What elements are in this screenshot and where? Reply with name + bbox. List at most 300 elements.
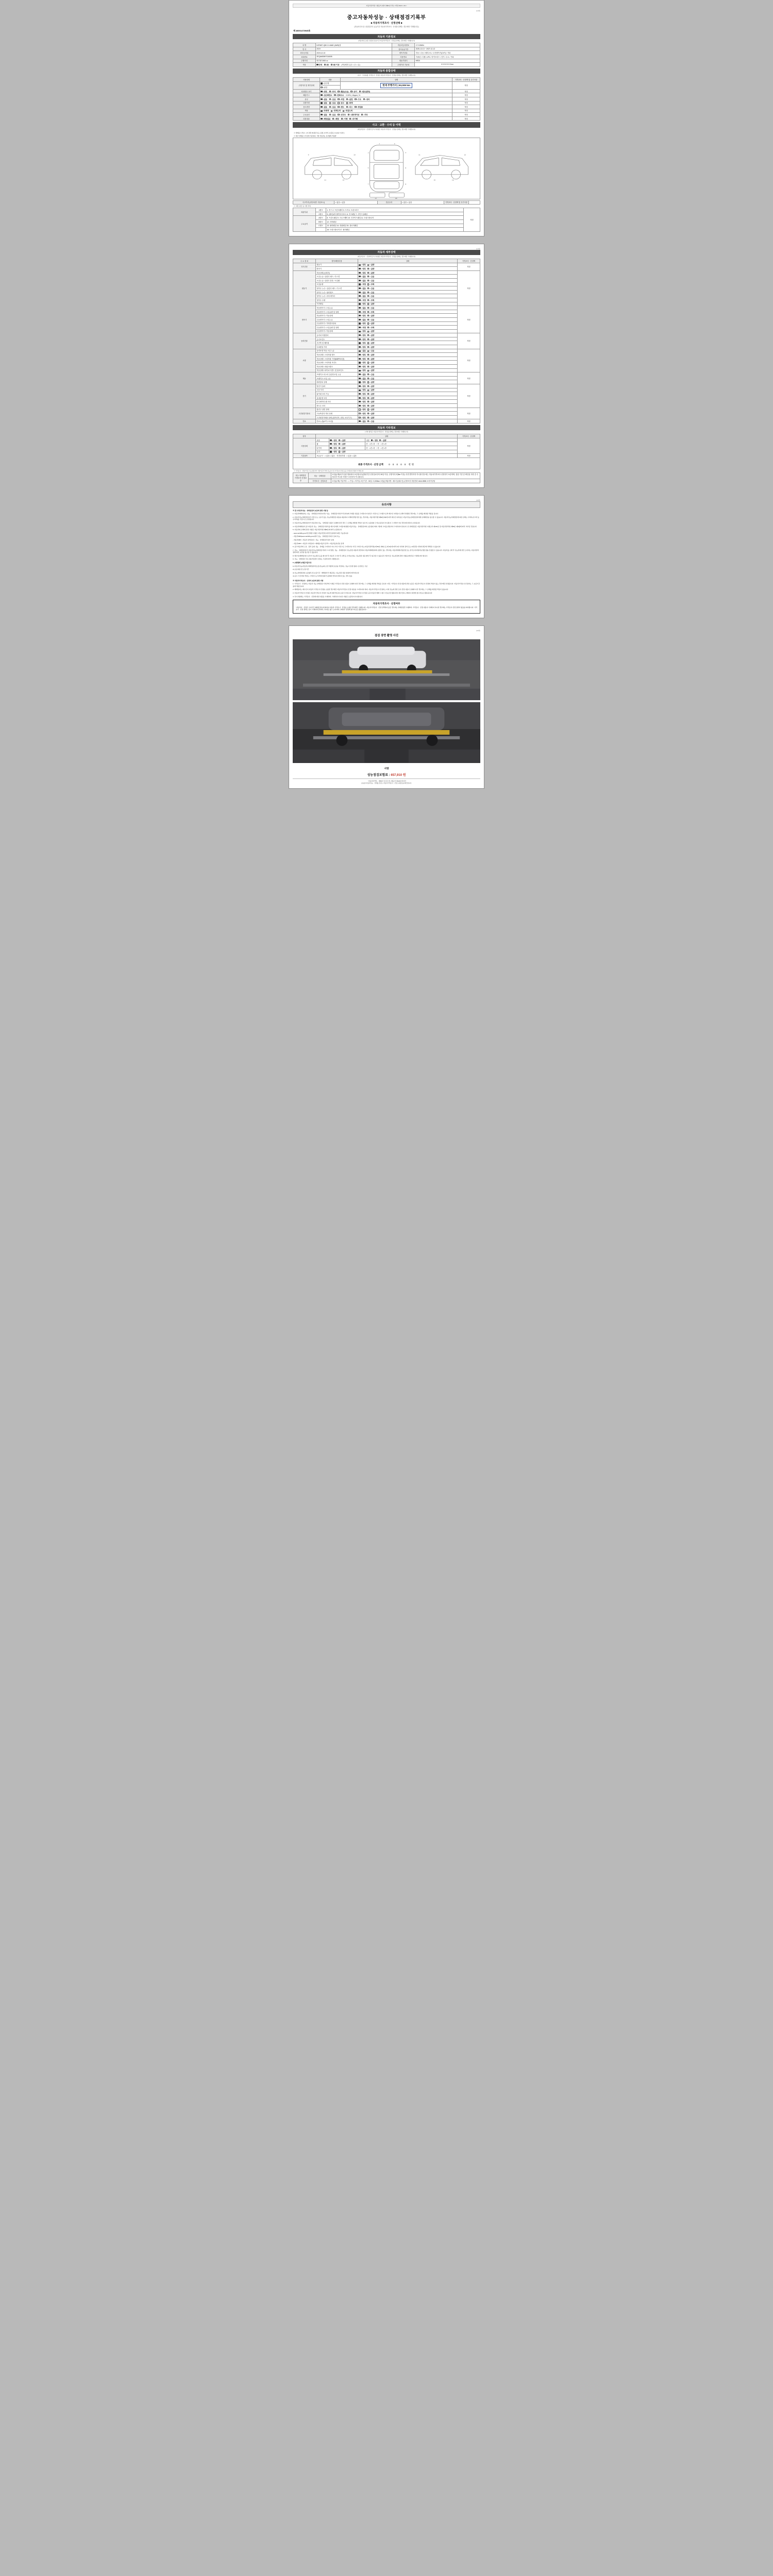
accident-legend-1: ※ 상태표시 부호 : ( X:교환, W:판금 또는 용접, C:부식, A:흠집, U:요철, T:손상 ) (294, 131, 345, 134)
label-vin: 차대번호 (293, 55, 316, 59)
row-tuning-note: 적정 (452, 97, 480, 101)
row-mileage-opt1[interactable]: □변경 (320, 86, 341, 90)
table-row (293, 361, 480, 365)
row-vin-opts[interactable]: □양호 □부식 □훼손(오손) □상이 □변조(변타) (320, 89, 452, 93)
notice-item: 5. 자동차의 손해에 관한 사항은 자동차관리법 제58조에 따라 보증합니다. (293, 529, 342, 531)
row-special-label: 특별이력 (293, 101, 320, 105)
detail-part: 시동 모터 (316, 388, 358, 392)
detail-status[interactable]: □ 양호 □ 불량 (358, 333, 458, 337)
row-recall-note: 적정 (452, 116, 480, 121)
accident-price-label: 가격조사 · 산정액 및 특기사항 (444, 200, 469, 205)
notice-item: 6. 중고자동차의 구조 · 장치 등의 성능 · 상태를 고지하지 아니 거나 거짓으로 고지하거나 거짓 고지한 자는 [자동차관리법] 제 80조 제6호 등 제 8호에 따라 2년 이하의 징역 또는 2천만원 이하의 벌금에 처해질 수 있습니다. (293, 546, 441, 548)
value-fuel: 가솔린 / 디젤 / LPG / 하이브리드 / 전기 / 수소 / 기타 (415, 55, 480, 59)
group-self-diagnosis: 자기진단 (293, 263, 316, 270)
group-transmission: 변속기 (293, 306, 316, 333)
row-paint-opts[interactable]: □무채색 □전체도색 □부분도색 (320, 109, 452, 113)
etc-item-interior[interactable]: 내장 □ 양호 □ 불량 (365, 438, 458, 442)
detail-part: 수동변속기 / 작동상태 (316, 329, 358, 333)
accident-history-value[interactable]: □ 없음 □ 있음 (334, 200, 378, 205)
detail-status[interactable]: □ 양호 □ 불량 (358, 314, 458, 318)
detail-status[interactable]: □ 양호 □ 불량 (358, 302, 458, 306)
group-fuel: 연료 (293, 419, 316, 423)
detail-status[interactable]: □ 적정 □ 부족 (358, 298, 458, 302)
detail-status[interactable]: □ 없음 □ 있음 (358, 290, 458, 294)
svg-text:1: 1 (379, 142, 380, 145)
detail-part: 오일유량 (316, 282, 358, 286)
detail-status[interactable]: □ 양호 □ 불량 (358, 380, 458, 384)
group-high-voltage: 고전원전기장치 (293, 408, 316, 419)
label-first-reg: 최초등록일 (293, 51, 316, 55)
row-mileage-label: 주행거리 및 계기상태 (293, 81, 320, 89)
parts-price-note: 적정 (464, 208, 480, 232)
svg-text:16: 16 (451, 179, 454, 181)
label-plate: 자동차등록번호 (392, 43, 415, 47)
table-row (293, 368, 480, 372)
sheet-1 (289, 0, 484, 236)
table-row (293, 228, 480, 232)
guarantee-row-1-value: 보험(공제) 가입여부 : □ 가입 □ 미가입 보증기간 : 30일 / 2,000km 보험(공제)사명 : 매도인(매수인) 분쟁조정 상담전화 1644-5555 소비자상담 (331, 479, 480, 483)
detail-status[interactable]: □ 없음 □ 있음 (358, 376, 458, 380)
table-row (293, 109, 480, 113)
row-emission-note: 적정 (452, 93, 480, 97)
table-row (293, 282, 480, 286)
svg-text:3: 3 (367, 151, 369, 154)
svg-text:12: 12 (464, 154, 466, 156)
svg-text:4: 4 (405, 151, 407, 154)
detail-status[interactable]: □ 없음 □ 있음 (358, 286, 458, 291)
notice-item: - 자동차365(www.car365.go.kr)에서 성능 · 상태점검기록부 조회 가능 (293, 535, 340, 538)
detail-status[interactable]: □ 적정 □ 부족 (358, 282, 458, 286)
inspection-photo-1 (293, 639, 480, 700)
declaration-body: "자동차사 · 산정은 교지기간 제대할 필요에 의하여 자동차 가격조사 · 산정을 요청한 경우에만 기재합니다. 자동차가격조사 · 산정 선택하지 않은 경우에는 상태점검만 수행되며, 가격조사 · 산정 내용이 기재되지 아니한 경우에는 가격조사·산정 결과가 없음을 의미합니다. 가격조사 · 산정 결과는 감가 기재되며 관여의 구속력은 없고 소비자의 구매여부 결정에 참고자료로 활용됩니다." (296, 606, 477, 611)
detail-price: 적정 (458, 263, 480, 270)
signature-row: 서명 (384, 767, 389, 770)
notice-item: 2. 자동차성능상태점검자가 거짓 또는 오류가 있는 성능상태점검 내용을 제공하여 이해에 발생기한 있는 경우에는 자동차관리법 제58조의4에 따라 매수인 여러분은 자동차성능상태점검자에게 손해배상을 청구할 수 있습니다. 자동차성능상태점검에 의한 손해는 수리비(사고차 등 수리비)를 기준으로 보상됩니다. (293, 516, 480, 521)
bottom-note (293, 778, 480, 784)
car-damage-diagram (293, 138, 480, 199)
inspection-photo-2 (293, 702, 480, 763)
table-row (293, 337, 480, 341)
table-row (293, 290, 480, 294)
value-car-name: INFINITI Q50 2.0 AWD (4WD)형 (316, 43, 392, 47)
row-special-opts[interactable]: □없음 □있음 □침수 □화재 (320, 101, 452, 105)
fee-value: 657,910 원 (391, 773, 406, 777)
parts-items-2: 5. (쿼터)라디에이터서포트 6. 루프패널 7. 사이드실패널 (326, 212, 464, 216)
detail-price: 적정 (458, 270, 480, 306)
detail-part: 작동상태 / 타이로드엔드 및 볼조인트 (316, 368, 358, 372)
detail-part: 작동상태 / 스티어링 기어(MDPS포함) (316, 357, 358, 361)
etc-tire-position[interactable]: 전 □전 □후 / 후 □전 □후 (365, 446, 458, 450)
detail-part: 자동변속기 / 오일유량 및 상태 (316, 310, 358, 314)
detail-part: 연료누출(LP가스포함) (316, 419, 358, 423)
final-price-label: 최종 가격조사 · 산정 금액 (358, 463, 383, 466)
bottom-note-1: 「자동차관리법」 제58조 및 같은 법 시행규칙 제120조에 따라 (367, 779, 406, 782)
page-mark-4: (4/4면) (476, 630, 480, 632)
detail-status[interactable]: □ 양호 □ 불량 (358, 388, 458, 392)
photo-1-svg (293, 639, 480, 700)
parts-rank-2: 2랭크 (316, 212, 326, 216)
emission-values: 0.02% | 16ppm | % (346, 94, 361, 97)
label-car-name: 차 명 (293, 43, 316, 47)
table-row (293, 317, 480, 321)
table-row (293, 275, 480, 279)
table-header-row (293, 259, 480, 263)
row-options-note: 적정 (452, 113, 480, 117)
detail-status[interactable]: □ 없음 □ 있음 (358, 372, 458, 377)
parts-items-1: 1. 후드 2. 프론트휀더 3. 도어 4. 트렁크리드 (326, 208, 464, 212)
etc-status-wheel[interactable]: □ 양호 □ 불량 (329, 442, 365, 446)
detail-status[interactable]: □ 적정 □ 부족 (358, 326, 458, 330)
row-paint-note: 적정 (452, 109, 480, 113)
notice-head-1: ※ 중고자동차성능 · 상태점검의 보증에 관한 사항 등 (293, 509, 328, 512)
table-row (293, 349, 480, 353)
etc-item-tire: 타이어 (316, 446, 329, 450)
row-mileage-opt0[interactable]: □실주행 (320, 81, 341, 86)
parts-title: ※ 교환, 판금 등 이상 부위 (294, 205, 311, 208)
detail-part: 추진축 및 베어링 (316, 341, 358, 345)
detail-part: 냉각수 누수 / 라디에이터 (316, 294, 358, 298)
table-row (293, 113, 480, 117)
overall-state-table (293, 77, 480, 121)
color-opt-1[interactable]: 2톤 (324, 64, 329, 66)
col-status: 상태 (358, 259, 458, 263)
row-special-note: 적정 (452, 101, 480, 105)
sheet-3 (289, 495, 484, 618)
detail-status[interactable]: □ 양호 □ 불량 (358, 408, 458, 412)
col-etc-status: 상태 (316, 434, 458, 438)
detail-status[interactable]: □ 양호 □ 불량 (358, 361, 458, 365)
detail-status[interactable]: □ 양호 □ 불량 (358, 267, 458, 271)
doc-header (293, 13, 480, 28)
table-row (293, 220, 480, 224)
document-page (0, 0, 773, 811)
detail-status[interactable]: □ 양호 □ 불량 (358, 341, 458, 345)
section-basic-bar: 자동차 기본정보 (293, 34, 480, 39)
table-row (293, 446, 480, 450)
table-row (293, 341, 480, 345)
table-row (293, 51, 480, 55)
detail-status[interactable]: □ 없음 □ 있음 (358, 294, 458, 298)
simple-repair-label: 단순수리 (377, 200, 401, 205)
doc-subtitle: ■ 자동차가격조사 · 산정선택 ■ (371, 22, 402, 24)
section-overall-bar: 자동차 종합상태 (293, 69, 480, 74)
detail-part: 와이퍼 모터 기능 (316, 392, 358, 396)
svg-text:5: 5 (367, 166, 369, 169)
svg-text:2: 2 (394, 142, 395, 145)
parts-rank-5: C랭크 (316, 224, 326, 228)
svg-text:13: 13 (324, 179, 326, 181)
detail-part: 수동변속기 / 오일유량 및 상태 (316, 326, 358, 330)
label-year: 연 식 (293, 47, 316, 51)
col-price: 가격조사 · 산정액 (458, 259, 480, 263)
table-row (293, 63, 480, 67)
parts-rank-6 (316, 228, 326, 232)
fee-label: 성능점검보험료 : (367, 773, 390, 777)
row-options-label: 주요옵션 (293, 113, 320, 117)
row-vin-label: 차대번호 표기 (293, 89, 320, 93)
svg-text:10: 10 (354, 154, 356, 156)
detail-status[interactable]: □ 양호 □ 불량 (358, 321, 458, 326)
table-row (293, 329, 480, 333)
parts-cat-frame: 주요골격 (293, 216, 316, 231)
table-row (293, 372, 480, 377)
detail-part: 작동상태 / 스티어링 조인트 (316, 361, 358, 365)
value-vin: 3FQAM00KF134005 (316, 55, 392, 59)
notice-sub-item: 4) 공수 기간자의 책임도 / 부정이 등 특약의 범위가 불명확 경우의 한하여 있는 경우 있음 (293, 575, 352, 578)
detail-status[interactable]: □ 양호 □ 불량 (358, 392, 458, 396)
detail-part: 자동변속기 / 오일누유 (316, 306, 358, 310)
photo-section-title: 점검 장면 촬영 사진 (374, 634, 399, 637)
detail-part: 냉각수 누수 / 워터펌프 (316, 290, 358, 294)
value-transmission: 자동 / 수동 / 세미오토 / 무단변속기(CVT) / 기타 (415, 51, 480, 55)
final-price-bar (293, 458, 480, 469)
etc-status-glass[interactable]: □ 양호 □ 불량 (329, 450, 458, 454)
etc-status-tire[interactable]: □ 양호 □ 불량 (329, 446, 365, 450)
page-mark-2: (1/4면) (476, 248, 480, 250)
notice-body (293, 510, 480, 598)
detail-status[interactable]: □ 양호 □ 불량 (358, 270, 458, 275)
row-mileage-value (341, 81, 452, 89)
row-tuning-label: 튜닝 (293, 97, 320, 101)
detail-status[interactable]: □ 양호 □ 불량 (358, 368, 458, 372)
detail-status[interactable]: □ 양호 □ 불량 (358, 337, 458, 341)
table-row (293, 438, 480, 442)
section-overall-note: (사고 · 주유돌출, 가격조사 · 산정은 자동차가격조사 · 산정을 함께는 경우에만 기재합니다) (357, 74, 416, 76)
row-usechange-opts[interactable]: □없음 □있음 □렌트 □리스 □영업용 (320, 105, 452, 109)
accident-history-table (293, 200, 480, 205)
table-row (293, 105, 480, 109)
table-row (293, 408, 480, 412)
row-vin-note: 적정 (452, 89, 480, 93)
table-row (293, 388, 480, 392)
notice-item2: 4. 특기사항에는 가격조사 · 산정에 대한 내용을 기재하며, 기재되지 아니한 사항은 보증하지 아니합니다. (293, 595, 363, 598)
table-row (293, 412, 480, 416)
table-row (293, 116, 480, 121)
accident-history-label: 사고이력 (외부/내부 사용표시) (293, 200, 334, 205)
detail-part: 커먼레일 (316, 302, 358, 306)
page-title: 중고자동차성능 · 상태점검기록부 (347, 15, 426, 21)
value-inspection-period: 2025-12-13 ~ 2027-12-12 (415, 47, 480, 51)
detail-part: 클러치 어셈블리 (316, 333, 358, 337)
detail-part: 원동기 (316, 263, 358, 267)
detail-status[interactable]: □ 없음 □ 있음 (358, 275, 458, 279)
notice-item: 8. 매수인(매매업자)으로부터 성능점검 등을 제시한 후 자동차 고시한 후 손해 등 수리(보상)는 성능점검 내용 확인 후 청구할 수 있습니다. 매수인은 성능점검에 관한 사항을 확인하고 서명하여야 합니다. (293, 554, 428, 557)
svg-text:8: 8 (405, 183, 407, 185)
guarantee-group-label (293, 472, 309, 483)
basic-info-table (293, 43, 480, 67)
etc-basic-price: 적정 (458, 454, 480, 458)
detail-status[interactable]: □ 양호 □ 불량 (358, 403, 458, 408)
sheet-2 (289, 244, 484, 488)
group-brake: 제동 (293, 372, 316, 384)
detail-part: 자동변속기 / 작동상태 (316, 314, 358, 318)
accident-legend-2: ※ 하단 상태표시 부호에 기준하여, 기타 자동차는 유사항목 적용함 (294, 134, 337, 137)
detail-price: 적정 (458, 349, 480, 372)
detail-status[interactable]: □ 양호 □ 불량 (358, 329, 458, 333)
notice-item: - 자동차365 > 자동차 이력조회 > 매매용자동차 검색 > 자동차등록번호 검색 (293, 542, 344, 545)
col-etc-item: 항목 (293, 434, 316, 438)
detail-part: 브레이크 마스터 실린더오일 누유 (316, 372, 358, 377)
table-row (293, 224, 480, 228)
detail-status[interactable]: □ 양호 □ 불량 (358, 353, 458, 357)
svg-text:9: 9 (308, 154, 309, 156)
guarantee-table (293, 472, 480, 483)
parts-items-6: 16. 트렁크플로어 17. 필러패널 (326, 228, 464, 232)
table-row (293, 345, 480, 349)
detail-status[interactable]: □ 없음 □ 있음 (358, 306, 458, 310)
detail-status[interactable]: □ 없음 □ 있음 (358, 419, 458, 423)
notice-title: 유의사항 (293, 501, 480, 508)
detail-part: 동력조향 작동 오일 누유 (316, 349, 358, 353)
detail-price: 적정 (458, 306, 480, 333)
detail-part: 등속조인트 (316, 337, 358, 341)
simple-repair-value[interactable]: □ 없음 □ 있음 (401, 200, 444, 205)
table-row (293, 310, 480, 314)
etc-item-wheel: 휠 (316, 442, 329, 446)
svg-text:7: 7 (367, 183, 369, 185)
detail-status[interactable]: □ 양호 □ 불량 (358, 396, 458, 400)
accident-price-value (469, 200, 480, 205)
table-row (293, 200, 480, 205)
detail-part: 냉각수 누수 / 실린더 헤드 / 가스켓 (316, 286, 358, 291)
notice-item2: 2. 매매업자는 매수인이 자동차 가격조사·산정을 요청한 경우에만 자동차가격조사·산정 내용을 고지하여야 하며, 자동차가격조사·산정자는 이에 성능에 관한 조사·산정 내용이 실제와 다른 경우에는 그 손해를 배상할 책임이 있습니다. (293, 588, 449, 591)
table-row (293, 208, 480, 212)
detail-status[interactable]: □ 없음 □ 있음 (358, 278, 458, 282)
declaration-box (293, 600, 480, 614)
detail-status[interactable]: □ 양호 □ 불량 (358, 345, 458, 349)
table-row (293, 380, 480, 384)
guarantee-label-1: 성능·상태점검 (295, 474, 306, 477)
row-usechange-label: 용도변경 (293, 105, 320, 109)
doc-subnote: (자동차인도일: 점검일부터 유효기간 자동차가격조사 · 산정을 함께는 경우에만 기재합니다) (354, 26, 419, 28)
notice-item: 4. 자동차매매업자 중고자동차 성능 · 상태점검기록부를 매수인에게 고지할 때 현행 자동차성능 · 상태점검자의 보증범위 외의 고충에 고지를 받았어야 고지하여야 합니다. 본 상태점검은 자동차관리법 시행규칙 제120조 및 자동차관리법 제58조 제4항에 따라 교부된 것입니다. (293, 525, 477, 528)
detail-status[interactable]: □ 없음 □ 있음 (358, 317, 458, 321)
value-displacement: 배기량 2000 cc (316, 59, 392, 63)
detail-status[interactable]: □ 없음 □ 있음 (358, 349, 458, 353)
detail-status[interactable]: □ 양호 □ 불량 (358, 263, 458, 267)
parts-rank-4: B랭크 (316, 220, 326, 224)
detail-part: 윈도우 모터 (316, 403, 358, 408)
svg-text:6: 6 (405, 166, 407, 169)
label-displacement: 주행거리 (293, 59, 316, 63)
detail-status[interactable]: □ 양호 □ 불량 (358, 412, 458, 416)
table-row (293, 479, 480, 483)
table-row (293, 357, 480, 361)
notice-sub-item: 1) 자동차성능(자동차) 매매업자에 등급(성능)의 보상 차종에 보증을 부담하는 성능이 일정 범위 / 보상한도 기준 (293, 565, 368, 567)
notice-item: 7. 성능 · 상태점검자가 자동차성능상태점검기록부 고지 방법, 성능 · 상태점검자 성능점검 내용과 관련하여 자동차매매업자와 분쟁이 있는 경우에는 자동차매매사업조합 또는 한국소비자원에 분쟁조정을 신청할 수 있습니다. 자동차를 구매 후 성능상태 관련 소비자는 자동차관리법에 따른 보상을 청구할 수 있습니다. (293, 549, 479, 554)
sheet-4 (289, 625, 484, 789)
detail-part: 라디에이터 팬 모터 (316, 400, 358, 404)
table-row (293, 353, 480, 357)
value-engine-type: HR20 (415, 59, 480, 63)
detail-part: 구동축전지 격리 상태 (316, 412, 358, 416)
bottom-note-2: [구]중고자동차성능 · 상태를 점검, [ 자동차가격조사 · 산정 ] 내용입을 확인합니다. (361, 782, 412, 785)
notice-item: - 자동차365 > 자동차 내역조회 > 성능 · 상태점검기록부 조회 (293, 539, 334, 541)
svg-text:15: 15 (433, 179, 436, 181)
row-recall-label: 리콜대상 (293, 116, 320, 121)
svg-text:14: 14 (342, 179, 345, 181)
detail-status[interactable]: □ 양호 □ 불량 (358, 415, 458, 419)
table-row (293, 89, 480, 93)
etc-basic-items[interactable]: 보유공구 □ 있음 □ 없음 안전삼각대 □ 있음 □ 없음 (316, 454, 458, 458)
detail-status[interactable]: □ 양호 □ 불량 (358, 365, 458, 369)
row-paint-label: 색상 (293, 109, 320, 113)
parts-items-4: 12. 리어패널 (326, 220, 464, 224)
etc-wheel-position[interactable]: 전 □전 □후 / 후 □전 □후 (365, 442, 458, 446)
label-engine-type: 원동기형식 (392, 59, 415, 63)
table-row (293, 454, 480, 458)
table-row (293, 376, 480, 380)
detail-part: 충전구 절연 상태 (316, 408, 358, 412)
detail-status[interactable]: □ 양호 □ 불량 (358, 357, 458, 361)
notice-item2: 1. 가격조사 · 산정자는 자동차 성능 상태점검 기록부에 기재된 가격조사·산정 내용이 실제와 다른 경우에는 그 손해를 배상할 책임을 집니다. 다만, 가격조사·산정 내용에 관한 보증은 자동차가격조사·산정의 책임이 있는 경우에만 한정됩니다. 자동차가격조사·산정자는 그 보증기간 중에 책임집니다. (293, 583, 480, 587)
photo-2-svg (293, 702, 480, 763)
table-row (293, 47, 480, 51)
table-row (293, 270, 480, 275)
table-row (293, 294, 480, 298)
col-state: 상태 (341, 77, 452, 81)
detail-price: 적정 (458, 372, 480, 384)
table-row (293, 392, 480, 396)
value-color (316, 63, 392, 67)
section-accident-bar: 사고 · 교환 · 수리 등 이력 (293, 122, 480, 127)
table-row (293, 400, 480, 404)
detail-part: 실내송풍 모터 (316, 396, 358, 400)
section-detail-note: (자동차조사 · 산정액 및 특기사항은 자동차가격조사 · 산정을 함께는 경우에만 기재합니다) (357, 256, 416, 258)
parts-cat-exterior: 외판부위 (293, 208, 316, 216)
group-electric: 전기 (293, 384, 316, 408)
table-row (293, 216, 480, 220)
row-tuning-opts[interactable]: □없음 □있음 □적법 □불법 □구조 □장치 (320, 97, 452, 101)
detail-status[interactable]: □ 양호 □ 불량 (358, 384, 458, 388)
guarantee-label-2: 가격조사·산정보증 (294, 477, 307, 482)
detail-status[interactable]: □ 적정 □ 부족 (358, 310, 458, 314)
group-engine: 원동기 (293, 270, 316, 306)
form-legal-note: 자동차관리법 시행규칙 [별지 제82호서식] <개정 2021.1.19.> (293, 4, 480, 8)
detail-part: 브레이크 오일 누유 (316, 376, 358, 380)
notice-item: - www.car365.go.kr에 상세한 사항은 자동차민원 대국민포털에서 확인 가능합니다. (293, 532, 349, 534)
table-row (293, 81, 480, 86)
detail-part: 수동변속기 / 오일누유 (316, 317, 358, 321)
detail-status[interactable]: □ 양호 □ 불량 (358, 400, 458, 404)
final-price-digits: 0 0 0 0 0 천원 (389, 463, 415, 466)
etc-status-exterior[interactable]: □ 양호 □ 불량 (329, 438, 365, 442)
detail-part: 오일누유 / 실린더 블록 / 오일팬 (316, 278, 358, 282)
detail-part: 작동상태 / 스티어링 펌프 (316, 353, 358, 357)
guarantee-row-0-label: 성능 · 상태점검 (309, 472, 331, 479)
col-part: 항목/해당부품 (316, 259, 358, 263)
row-options-opts[interactable]: □없음 □있음 □선루프 □내비게이션 □기타 (320, 113, 452, 117)
col-usage: 사용상태 (293, 77, 320, 81)
table-row (293, 263, 480, 267)
table-header-row (293, 434, 480, 438)
notice-item: 9. 성능 · 상태점검 국토교통부장관이 정하는 기준에 따라 수행합니다. (293, 558, 340, 561)
parts-rank-3: A랭크 (316, 216, 326, 220)
value-year: 2019 (316, 47, 392, 51)
table-row (293, 59, 480, 63)
label-transmission: 변속기종류 (392, 51, 415, 55)
color-opt-2[interactable]: 3톤 이상 (331, 64, 340, 66)
row-mileage-note: 적정 (452, 81, 480, 89)
section-etc-note: (기타 항목은 자동차가격조사 · 산정을 함께는 경우에만 기재합니다) (365, 431, 408, 433)
section-detail-bar: 자동차 세부상태 (293, 250, 480, 255)
parts-items-3: 8. 프론트패널 9. 크로스멤버 10. 인사이드패널 11. 트렁크플로어 (326, 216, 464, 220)
detail-part: 냉각수 수량 (316, 298, 358, 302)
row-recall-opts[interactable]: □해당없음 □해당 □이행 □미이행 (320, 116, 452, 121)
section-etc-bar: 자동차 기타정보 (293, 425, 480, 430)
col-main-device: 주 요 장 치 (293, 259, 316, 263)
color-opt-0[interactable]: 단색 (316, 64, 322, 66)
